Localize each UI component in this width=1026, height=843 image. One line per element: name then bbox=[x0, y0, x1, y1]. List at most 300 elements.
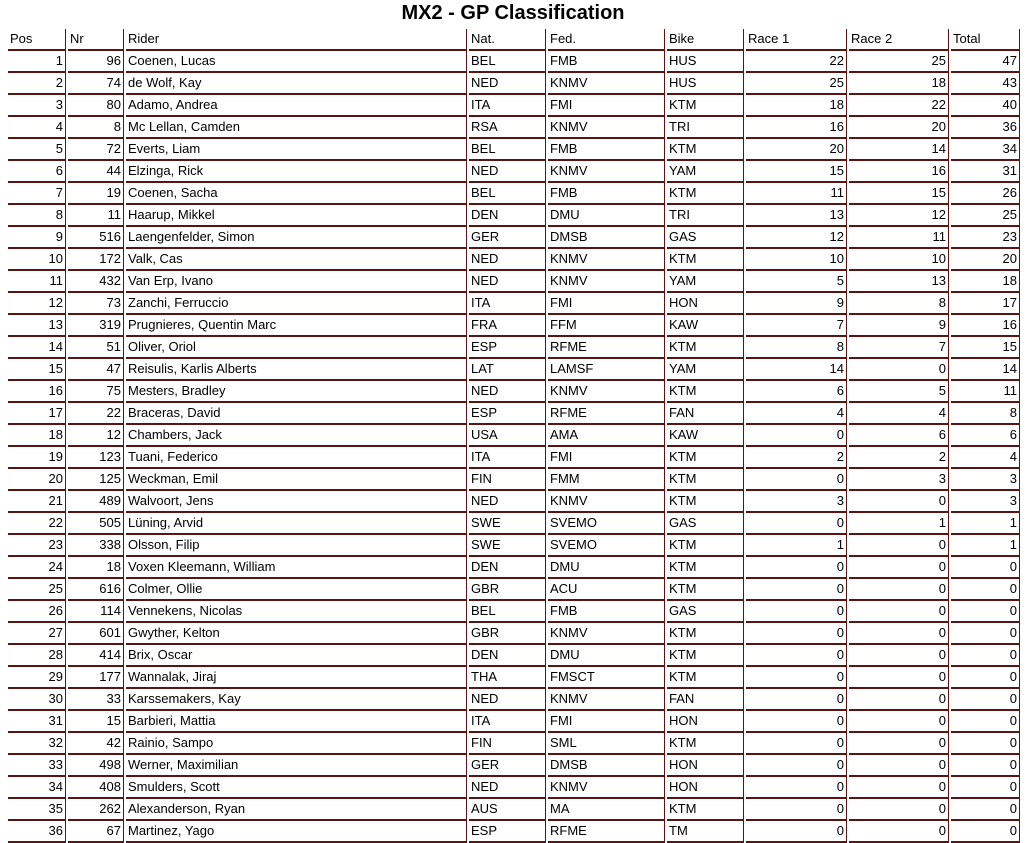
cell-nat: FRA bbox=[469, 315, 546, 337]
cell-nat: THA bbox=[469, 667, 546, 689]
cell-race-1: 0 bbox=[746, 579, 847, 601]
cell-total: 47 bbox=[951, 51, 1020, 73]
cell-rider: Werner, Maximilian bbox=[126, 755, 467, 777]
cell-nat: LAT bbox=[469, 359, 546, 381]
cell-nr: 74 bbox=[68, 73, 124, 95]
cell-race-2: 0 bbox=[849, 689, 949, 711]
cell-nat: NED bbox=[469, 249, 546, 271]
cell-total: 18 bbox=[951, 271, 1020, 293]
cell-pos: 5 bbox=[8, 139, 66, 161]
table-row bbox=[8, 579, 1020, 601]
cell-bike: TM bbox=[667, 821, 744, 843]
cell-total: 0 bbox=[951, 689, 1020, 711]
cell-race-2: 5 bbox=[849, 381, 949, 403]
column-header-bike: Bike bbox=[667, 29, 744, 51]
cell-bike: KTM bbox=[667, 337, 744, 359]
table-row bbox=[8, 491, 1020, 513]
cell-pos: 17 bbox=[8, 403, 66, 425]
cell-total: 34 bbox=[951, 139, 1020, 161]
cell-nr: 72 bbox=[68, 139, 124, 161]
cell-race-2: 0 bbox=[849, 799, 949, 821]
cell-rider: Zanchi, Ferruccio bbox=[126, 293, 467, 315]
table-row bbox=[8, 337, 1020, 359]
cell-race-2: 0 bbox=[849, 601, 949, 623]
cell-rider: Tuani, Federico bbox=[126, 447, 467, 469]
cell-race-2: 12 bbox=[849, 205, 949, 227]
cell-race-1: 0 bbox=[746, 733, 847, 755]
cell-bike: KTM bbox=[667, 469, 744, 491]
cell-nr: 125 bbox=[68, 469, 124, 491]
table-row bbox=[8, 755, 1020, 777]
cell-total: 0 bbox=[951, 579, 1020, 601]
cell-rider: Alexanderson, Ryan bbox=[126, 799, 467, 821]
cell-race-2: 0 bbox=[849, 645, 949, 667]
cell-race-1: 0 bbox=[746, 799, 847, 821]
cell-nr: 51 bbox=[68, 337, 124, 359]
cell-bike: KTM bbox=[667, 799, 744, 821]
cell-bike: HON bbox=[667, 777, 744, 799]
cell-total: 0 bbox=[951, 755, 1020, 777]
table-row bbox=[8, 601, 1020, 623]
cell-fed: FMB bbox=[548, 601, 665, 623]
cell-race-2: 0 bbox=[849, 623, 949, 645]
cell-nr: 19 bbox=[68, 183, 124, 205]
cell-fed: KNMV bbox=[548, 689, 665, 711]
cell-total: 0 bbox=[951, 733, 1020, 755]
cell-pos: 21 bbox=[8, 491, 66, 513]
table-row bbox=[8, 249, 1020, 271]
cell-fed: KNMV bbox=[548, 161, 665, 183]
cell-race-1: 4 bbox=[746, 403, 847, 425]
cell-fed: KNMV bbox=[548, 117, 665, 139]
cell-race-2: 2 bbox=[849, 447, 949, 469]
cell-race-1: 0 bbox=[746, 667, 847, 689]
cell-fed: FMI bbox=[548, 95, 665, 117]
cell-nr: 80 bbox=[68, 95, 124, 117]
cell-pos: 13 bbox=[8, 315, 66, 337]
cell-total: 0 bbox=[951, 623, 1020, 645]
cell-fed: KNMV bbox=[548, 777, 665, 799]
cell-bike: KAW bbox=[667, 315, 744, 337]
cell-nr: 15 bbox=[68, 711, 124, 733]
cell-race-1: 11 bbox=[746, 183, 847, 205]
cell-nat: NED bbox=[469, 491, 546, 513]
cell-rider: Coenen, Lucas bbox=[126, 51, 467, 73]
cell-total: 36 bbox=[951, 117, 1020, 139]
cell-fed: DMU bbox=[548, 205, 665, 227]
cell-race-2: 0 bbox=[849, 491, 949, 513]
cell-nr: 12 bbox=[68, 425, 124, 447]
cell-bike: KTM bbox=[667, 557, 744, 579]
cell-fed: FFM bbox=[548, 315, 665, 337]
cell-total: 23 bbox=[951, 227, 1020, 249]
cell-pos: 1 bbox=[8, 51, 66, 73]
cell-race-2: 13 bbox=[849, 271, 949, 293]
cell-fed: ACU bbox=[548, 579, 665, 601]
cell-bike: KTM bbox=[667, 667, 744, 689]
cell-nr: 489 bbox=[68, 491, 124, 513]
cell-race-2: 11 bbox=[849, 227, 949, 249]
cell-race-2: 0 bbox=[849, 535, 949, 557]
cell-nat: USA bbox=[469, 425, 546, 447]
cell-nr: 601 bbox=[68, 623, 124, 645]
cell-total: 0 bbox=[951, 667, 1020, 689]
cell-race-1: 25 bbox=[746, 73, 847, 95]
cell-bike: YAM bbox=[667, 161, 744, 183]
cell-pos: 8 bbox=[8, 205, 66, 227]
column-header-race-1: Race 1 bbox=[746, 29, 847, 51]
cell-pos: 36 bbox=[8, 821, 66, 843]
cell-rider: Karssemakers, Kay bbox=[126, 689, 467, 711]
cell-bike: GAS bbox=[667, 601, 744, 623]
cell-nat: ESP bbox=[469, 403, 546, 425]
cell-nr: 18 bbox=[68, 557, 124, 579]
table-row bbox=[8, 425, 1020, 447]
cell-bike: YAM bbox=[667, 271, 744, 293]
cell-bike: GAS bbox=[667, 513, 744, 535]
cell-pos: 10 bbox=[8, 249, 66, 271]
cell-fed: SVEMO bbox=[548, 535, 665, 557]
cell-race-1: 0 bbox=[746, 689, 847, 711]
cell-pos: 19 bbox=[8, 447, 66, 469]
cell-race-1: 0 bbox=[746, 645, 847, 667]
page-title: MX2 - GP Classification bbox=[401, 2, 625, 24]
cell-total: 3 bbox=[951, 491, 1020, 513]
column-header-rider: Rider bbox=[126, 29, 467, 51]
column-header-race-2: Race 2 bbox=[849, 29, 949, 51]
cell-fed: SML bbox=[548, 733, 665, 755]
cell-rider: Colmer, Ollie bbox=[126, 579, 467, 601]
cell-race-1: 9 bbox=[746, 293, 847, 315]
table-row bbox=[8, 139, 1020, 161]
cell-total: 31 bbox=[951, 161, 1020, 183]
cell-rider: Olsson, Filip bbox=[126, 535, 467, 557]
cell-pos: 30 bbox=[8, 689, 66, 711]
cell-rider: de Wolf, Kay bbox=[126, 73, 467, 95]
table-row bbox=[8, 821, 1020, 843]
cell-nat: GER bbox=[469, 755, 546, 777]
cell-race-1: 0 bbox=[746, 557, 847, 579]
cell-nr: 123 bbox=[68, 447, 124, 469]
cell-race-2: 0 bbox=[849, 777, 949, 799]
cell-total: 0 bbox=[951, 711, 1020, 733]
cell-rider: Vennekens, Nicolas bbox=[126, 601, 467, 623]
cell-nat: NED bbox=[469, 381, 546, 403]
cell-bike: TRI bbox=[667, 205, 744, 227]
cell-pos: 7 bbox=[8, 183, 66, 205]
cell-total: 6 bbox=[951, 425, 1020, 447]
cell-bike: GAS bbox=[667, 227, 744, 249]
cell-nat: NED bbox=[469, 689, 546, 711]
cell-rider: Gwyther, Kelton bbox=[126, 623, 467, 645]
cell-nr: 11 bbox=[68, 205, 124, 227]
cell-fed: SVEMO bbox=[548, 513, 665, 535]
cell-race-2: 0 bbox=[849, 733, 949, 755]
cell-bike: KTM bbox=[667, 623, 744, 645]
cell-total: 8 bbox=[951, 403, 1020, 425]
cell-rider: Brix, Oscar bbox=[126, 645, 467, 667]
cell-nat: ITA bbox=[469, 95, 546, 117]
cell-total: 0 bbox=[951, 777, 1020, 799]
cell-nr: 96 bbox=[68, 51, 124, 73]
cell-fed: MA bbox=[548, 799, 665, 821]
cell-nr: 75 bbox=[68, 381, 124, 403]
cell-rider: Wannalak, Jiraj bbox=[126, 667, 467, 689]
column-header-pos: Pos bbox=[8, 29, 66, 51]
cell-total: 20 bbox=[951, 249, 1020, 271]
cell-race-2: 4 bbox=[849, 403, 949, 425]
cell-race-1: 0 bbox=[746, 711, 847, 733]
cell-nat: ITA bbox=[469, 711, 546, 733]
cell-bike: HON bbox=[667, 755, 744, 777]
table-row bbox=[8, 469, 1020, 491]
cell-pos: 9 bbox=[8, 227, 66, 249]
cell-fed: KNMV bbox=[548, 73, 665, 95]
cell-rider: Coenen, Sacha bbox=[126, 183, 467, 205]
cell-race-1: 14 bbox=[746, 359, 847, 381]
cell-total: 1 bbox=[951, 535, 1020, 557]
cell-nr: 498 bbox=[68, 755, 124, 777]
cell-bike: YAM bbox=[667, 359, 744, 381]
cell-race-2: 0 bbox=[849, 579, 949, 601]
cell-race-2: 1 bbox=[849, 513, 949, 535]
cell-nat: GER bbox=[469, 227, 546, 249]
table-row bbox=[8, 799, 1020, 821]
cell-pos: 3 bbox=[8, 95, 66, 117]
cell-fed: DMSB bbox=[548, 227, 665, 249]
table-row bbox=[8, 557, 1020, 579]
cell-nat: ITA bbox=[469, 293, 546, 315]
cell-pos: 6 bbox=[8, 161, 66, 183]
cell-nr: 616 bbox=[68, 579, 124, 601]
cell-rider: Martinez, Yago bbox=[126, 821, 467, 843]
cell-race-2: 16 bbox=[849, 161, 949, 183]
cell-pos: 11 bbox=[8, 271, 66, 293]
cell-nat: ESP bbox=[469, 821, 546, 843]
cell-race-1: 0 bbox=[746, 755, 847, 777]
cell-race-2: 8 bbox=[849, 293, 949, 315]
table-row bbox=[8, 183, 1020, 205]
cell-bike: KTM bbox=[667, 381, 744, 403]
cell-fed: LAMSF bbox=[548, 359, 665, 381]
cell-pos: 14 bbox=[8, 337, 66, 359]
cell-rider: Walvoort, Jens bbox=[126, 491, 467, 513]
cell-race-2: 0 bbox=[849, 821, 949, 843]
cell-pos: 27 bbox=[8, 623, 66, 645]
cell-rider: Van Erp, Ivano bbox=[126, 271, 467, 293]
cell-rider: Weckman, Emil bbox=[126, 469, 467, 491]
cell-nr: 262 bbox=[68, 799, 124, 821]
cell-total: 14 bbox=[951, 359, 1020, 381]
cell-pos: 29 bbox=[8, 667, 66, 689]
cell-race-1: 20 bbox=[746, 139, 847, 161]
cell-race-1: 0 bbox=[746, 777, 847, 799]
cell-race-2: 3 bbox=[849, 469, 949, 491]
cell-pos: 23 bbox=[8, 535, 66, 557]
cell-bike: KTM bbox=[667, 733, 744, 755]
table-row bbox=[8, 95, 1020, 117]
cell-nat: NED bbox=[469, 777, 546, 799]
cell-race-1: 0 bbox=[746, 425, 847, 447]
cell-race-2: 0 bbox=[849, 557, 949, 579]
cell-total: 0 bbox=[951, 601, 1020, 623]
cell-race-1: 0 bbox=[746, 601, 847, 623]
table-body bbox=[8, 51, 1020, 843]
cell-nr: 44 bbox=[68, 161, 124, 183]
cell-race-1: 16 bbox=[746, 117, 847, 139]
cell-rider: Barbieri, Mattia bbox=[126, 711, 467, 733]
cell-rider: Prugnieres, Quentin Marc bbox=[126, 315, 467, 337]
cell-total: 0 bbox=[951, 799, 1020, 821]
cell-race-2: 9 bbox=[849, 315, 949, 337]
cell-pos: 26 bbox=[8, 601, 66, 623]
cell-rider: Oliver, Oriol bbox=[126, 337, 467, 359]
cell-rider: Mesters, Bradley bbox=[126, 381, 467, 403]
cell-pos: 4 bbox=[8, 117, 66, 139]
table-row bbox=[8, 645, 1020, 667]
cell-race-2: 15 bbox=[849, 183, 949, 205]
cell-pos: 15 bbox=[8, 359, 66, 381]
cell-bike: KAW bbox=[667, 425, 744, 447]
cell-race-1: 22 bbox=[746, 51, 847, 73]
cell-race-2: 18 bbox=[849, 73, 949, 95]
cell-bike: KTM bbox=[667, 535, 744, 557]
cell-nr: 414 bbox=[68, 645, 124, 667]
cell-race-1: 8 bbox=[746, 337, 847, 359]
table-row bbox=[8, 403, 1020, 425]
cell-nat: BEL bbox=[469, 183, 546, 205]
cell-fed: FMI bbox=[548, 447, 665, 469]
cell-nat: DEN bbox=[469, 645, 546, 667]
cell-bike: HON bbox=[667, 293, 744, 315]
table-row bbox=[8, 777, 1020, 799]
cell-race-2: 20 bbox=[849, 117, 949, 139]
cell-bike: TRI bbox=[667, 117, 744, 139]
cell-fed: KNMV bbox=[548, 381, 665, 403]
table-row bbox=[8, 293, 1020, 315]
table-row bbox=[8, 51, 1020, 73]
cell-fed: DMU bbox=[548, 557, 665, 579]
table-row bbox=[8, 227, 1020, 249]
cell-race-2: 10 bbox=[849, 249, 949, 271]
cell-nr: 408 bbox=[68, 777, 124, 799]
table-row bbox=[8, 315, 1020, 337]
cell-bike: HON bbox=[667, 711, 744, 733]
column-header-total: Total bbox=[951, 29, 1020, 51]
cell-fed: RFME bbox=[548, 403, 665, 425]
cell-race-1: 12 bbox=[746, 227, 847, 249]
cell-total: 0 bbox=[951, 821, 1020, 843]
cell-pos: 20 bbox=[8, 469, 66, 491]
cell-fed: KNMV bbox=[548, 623, 665, 645]
cell-rider: Everts, Liam bbox=[126, 139, 467, 161]
table-row bbox=[8, 271, 1020, 293]
cell-race-1: 5 bbox=[746, 271, 847, 293]
cell-nr: 22 bbox=[68, 403, 124, 425]
cell-fed: FMSCT bbox=[548, 667, 665, 689]
cell-bike: HUS bbox=[667, 73, 744, 95]
table-row bbox=[8, 733, 1020, 755]
cell-rider: Valk, Cas bbox=[126, 249, 467, 271]
cell-race-2: 0 bbox=[849, 711, 949, 733]
cell-race-2: 25 bbox=[849, 51, 949, 73]
cell-race-1: 13 bbox=[746, 205, 847, 227]
cell-fed: FMI bbox=[548, 711, 665, 733]
cell-rider: Chambers, Jack bbox=[126, 425, 467, 447]
cell-pos: 12 bbox=[8, 293, 66, 315]
cell-nr: 67 bbox=[68, 821, 124, 843]
cell-race-1: 0 bbox=[746, 469, 847, 491]
cell-fed: RFME bbox=[548, 821, 665, 843]
cell-pos: 32 bbox=[8, 733, 66, 755]
table-row bbox=[8, 381, 1020, 403]
cell-total: 25 bbox=[951, 205, 1020, 227]
cell-nat: RSA bbox=[469, 117, 546, 139]
cell-rider: Rainio, Sampo bbox=[126, 733, 467, 755]
cell-nr: 73 bbox=[68, 293, 124, 315]
cell-nat: AUS bbox=[469, 799, 546, 821]
table-row bbox=[8, 161, 1020, 183]
cell-pos: 35 bbox=[8, 799, 66, 821]
cell-nr: 33 bbox=[68, 689, 124, 711]
cell-fed: FMB bbox=[548, 139, 665, 161]
cell-race-2: 0 bbox=[849, 667, 949, 689]
cell-race-1: 0 bbox=[746, 821, 847, 843]
cell-fed: FMB bbox=[548, 51, 665, 73]
cell-pos: 18 bbox=[8, 425, 66, 447]
cell-pos: 31 bbox=[8, 711, 66, 733]
cell-nat: SWE bbox=[469, 513, 546, 535]
cell-rider: Lüning, Arvid bbox=[126, 513, 467, 535]
cell-rider: Voxen Kleemann, William bbox=[126, 557, 467, 579]
cell-nat: ESP bbox=[469, 337, 546, 359]
cell-bike: KTM bbox=[667, 95, 744, 117]
cell-pos: 24 bbox=[8, 557, 66, 579]
cell-total: 43 bbox=[951, 73, 1020, 95]
cell-total: 11 bbox=[951, 381, 1020, 403]
cell-rider: Haarup, Mikkel bbox=[126, 205, 467, 227]
cell-total: 3 bbox=[951, 469, 1020, 491]
table-row bbox=[8, 711, 1020, 733]
cell-race-1: 6 bbox=[746, 381, 847, 403]
table-row bbox=[8, 447, 1020, 469]
cell-rider: Mc Lellan, Camden bbox=[126, 117, 467, 139]
cell-nr: 338 bbox=[68, 535, 124, 557]
cell-bike: KTM bbox=[667, 139, 744, 161]
cell-bike: KTM bbox=[667, 183, 744, 205]
cell-bike: KTM bbox=[667, 645, 744, 667]
cell-race-2: 0 bbox=[849, 359, 949, 381]
cell-race-2: 22 bbox=[849, 95, 949, 117]
table-row bbox=[8, 535, 1020, 557]
table-row bbox=[8, 667, 1020, 689]
cell-pos: 22 bbox=[8, 513, 66, 535]
cell-fed: DMU bbox=[548, 645, 665, 667]
cell-total: 0 bbox=[951, 557, 1020, 579]
cell-race-1: 10 bbox=[746, 249, 847, 271]
table-row bbox=[8, 513, 1020, 535]
cell-nat: ITA bbox=[469, 447, 546, 469]
cell-rider: Braceras, David bbox=[126, 403, 467, 425]
table-row bbox=[8, 623, 1020, 645]
table-row bbox=[8, 117, 1020, 139]
cell-race-1: 0 bbox=[746, 623, 847, 645]
cell-rider: Adamo, Andrea bbox=[126, 95, 467, 117]
table-row bbox=[8, 689, 1020, 711]
cell-fed: KNMV bbox=[548, 491, 665, 513]
cell-race-1: 15 bbox=[746, 161, 847, 183]
cell-nr: 516 bbox=[68, 227, 124, 249]
